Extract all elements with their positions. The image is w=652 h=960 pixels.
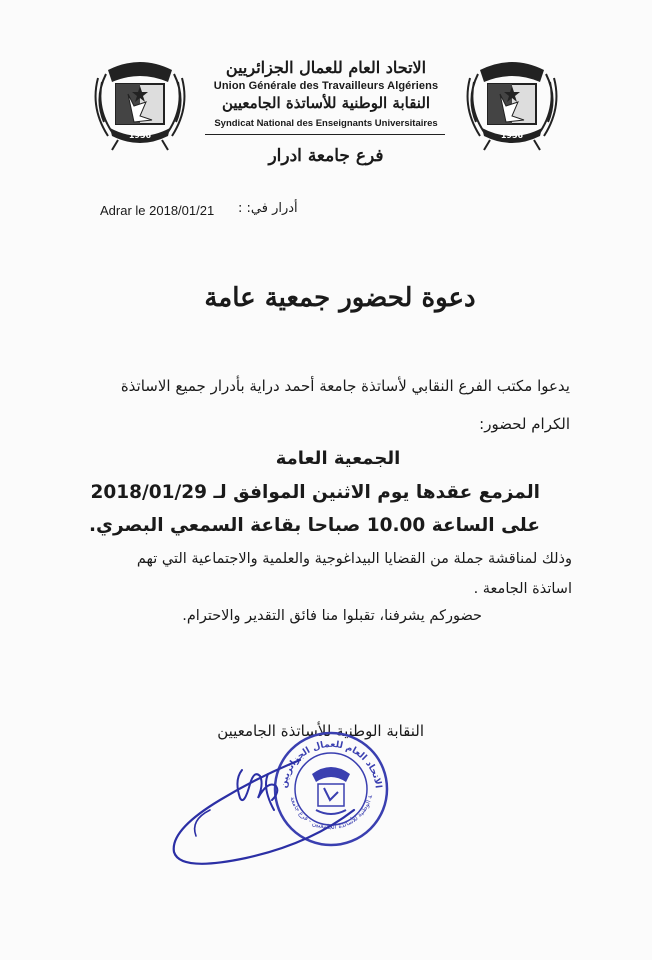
body-line-4: اساتذة الجامعة . (473, 581, 572, 597)
emblem-year-right: 1956 (500, 131, 524, 140)
stamp-top-text: الاتحاد العام للعمال الجزائريين (279, 739, 383, 789)
date-french: Adrar le 2018/01/21 (100, 203, 215, 218)
ugta-emblem-left (88, 48, 192, 152)
body-line-3: وذلك لمناقشة جملة من القضايا البيداغوجية والعلمية والاجتماعية التي تهم (136, 551, 572, 567)
stamp-bottom-text: ة الوطنية للأساتذة الجامعيين - فرع جامعة (288, 794, 375, 831)
body-line-2: الكرام لحضور: (479, 415, 570, 433)
syndicate-name-french: Syndicat National des Enseignants Universitaires (214, 118, 438, 129)
assembly-heading: الجمعية العامة (275, 448, 401, 469)
branch-name: فرع جامعة ادرار (268, 146, 384, 166)
signatory-name: النقابة الوطنية للأساتذة الجامعيين (217, 722, 424, 740)
assembly-time-place: على الساعة 10.00 صباحا بقاعة السمعي البصري. (89, 515, 540, 536)
assembly-date: المزمع عقدها يوم الاثنين الموافق لـ 2018/01/29 (90, 482, 540, 503)
date-arabic-label: أدرار في: : (238, 201, 298, 216)
handwritten-signature (150, 740, 360, 880)
header-rule (205, 134, 445, 135)
emblem-year-left: 1956 (128, 131, 152, 140)
body-line-1: يدعوا مكتب الفرع النقابي لأساتذة جامعة أحمد دراية بأدرار جميع الاساتذة (120, 377, 570, 395)
syndicate-name-arabic: النقابة الوطنية للأساتذة الجامعيين (221, 94, 431, 112)
ugta-emblem-right (460, 48, 564, 152)
closing-line: حضوركم يشرفنا، تقبلوا منا فائق التقدير والاحترام. (182, 608, 482, 624)
invitation-title: دعوة لحضور جمعية عامة (204, 283, 476, 313)
union-name-french: Union Générale des Travailleurs Algériens (213, 80, 439, 92)
union-name-arabic: الاتحاد العام للعمال الجزائريين (225, 58, 427, 77)
